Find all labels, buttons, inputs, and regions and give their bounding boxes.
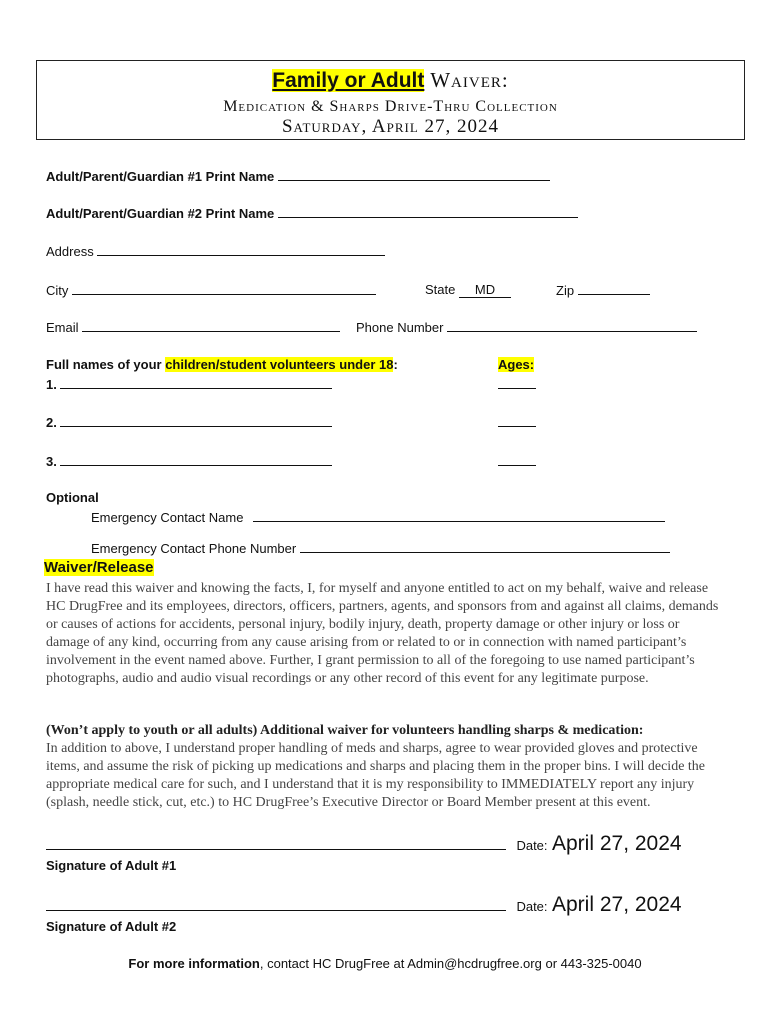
guardian1-row [46,168,550,184]
child-age-input[interactable] [498,453,536,466]
signature2-date[interactable]: April 27, 2024 [551,893,682,916]
guardian1-label: Adult/Parent/Guardian #1 Print Name [46,169,275,184]
state-label: State [425,282,456,297]
waiver-paragraph: I have read this waiver and knowing the facts, I, for myself and anyone entitled to act on my behalf, waive and release HC DrugFree and its employees, directors, officers, partners, agents, and sponsors from and against all claims, demands or causes of actions for accidents, personal injury, bodily injury, death, property damage or other injury or loss or damage of any kind, occurring from any cause arising from or related to or in connection with named participant’s involvement in the event named above. Further, I grant permission to all of the foregoing to use named participant’s photographs, audio and audio visual recordings or any other record of this event for any legitimate purpose. [46,581,719,686]
child-row-number: 1. [46,377,57,392]
child-row-3 [46,453,332,469]
signature2-label: Signature of Adult #2 [46,919,177,934]
emergency-name-label: Emergency Contact Name [91,510,244,525]
child-age-input[interactable] [498,376,536,389]
address-label: Address [46,244,94,259]
emergency-name-row [91,509,665,525]
title-rest: Waiver: [430,68,509,92]
children-label-highlight: children/student volunteers under 18 [165,357,394,372]
child-row-number: 2. [46,415,57,430]
date-label: Date: [516,899,548,914]
phone-label: Phone Number [356,320,444,335]
child-name-input[interactable] [60,453,332,466]
signature2-row [46,893,682,917]
guardian2-input[interactable] [278,205,578,218]
address-row [46,243,385,259]
emergency-name-input[interactable] [253,509,665,522]
child-name-input[interactable] [60,414,332,427]
children-label-start: Full names of your [46,357,166,372]
footer [0,956,770,971]
footer-text: , contact HC DrugFree at Admin@hcdrugfree.org or 443-325-0040 [259,956,642,971]
signature2-input[interactable] [46,896,506,911]
form-title [36,68,745,93]
emergency-phone-row [91,540,670,556]
phone-input[interactable] [447,319,697,332]
state-input[interactable]: MD [459,282,511,298]
guardian2-row [46,205,578,221]
city-label: City [46,283,69,298]
emergency-phone-label: Emergency Contact Phone Number [91,541,297,556]
city-input[interactable] [72,282,376,295]
form-subtitle: Medication & Sharps Drive-Thru Collection [223,98,558,115]
guardian1-input[interactable] [278,168,550,181]
zip-row [556,282,650,298]
sharps-waiver-paragraph [46,722,726,812]
state-row [425,282,511,298]
event-date: Saturday, April 27, 2024 [281,116,500,137]
address-input[interactable] [97,243,385,256]
child-name-input[interactable] [60,376,332,389]
sharps-waiver-bold: (Won’t apply to youth or all adults) Additional waiver for volunteers handling sharps & medication: [46,723,644,738]
phone-row [356,319,697,335]
child-row-number: 3. [46,454,57,469]
children-label-end: : [393,357,398,372]
ages-label [498,357,534,372]
zip-input[interactable] [578,282,650,295]
city-row [46,282,376,298]
children-label [46,357,398,372]
footer-bold: For more information [128,956,260,971]
signature1-label: Signature of Adult #1 [46,858,177,873]
child-age-input[interactable] [498,414,536,427]
title-highlight: Family or Adult [272,69,425,92]
waiver-heading-text: Waiver/Release [44,559,154,576]
sharps-waiver-text: In addition to above, I understand proper handling of meds and sharps, agree to wear provided gloves and protective items, and assume the risk of picking up medications and sharps and placing them in the proper bins. I will decide the appropriate medical care for such, and I understand that it is my responsibility to IMMEDIATELY report any injury (splash, needle stick, cut, etc.) to HC DrugFree’s Executive Director or Board Member present at this event. [46,741,706,810]
guardian2-label: Adult/Parent/Guardian #2 Print Name [46,206,275,221]
emergency-phone-input[interactable] [300,540,670,553]
email-row [46,319,340,335]
optional-heading: Optional [46,490,99,505]
email-label: Email [46,320,79,335]
zip-label: Zip [556,283,575,298]
signature1-date[interactable]: April 27, 2024 [551,832,682,855]
email-input[interactable] [82,319,340,332]
signature1-row [46,832,682,856]
ages-label-text: Ages: [498,357,535,372]
waiver-heading [44,559,154,576]
child-row-1 [46,376,332,392]
child-row-2 [46,414,332,430]
signature1-input[interactable] [46,835,506,850]
date-label: Date: [516,838,548,853]
